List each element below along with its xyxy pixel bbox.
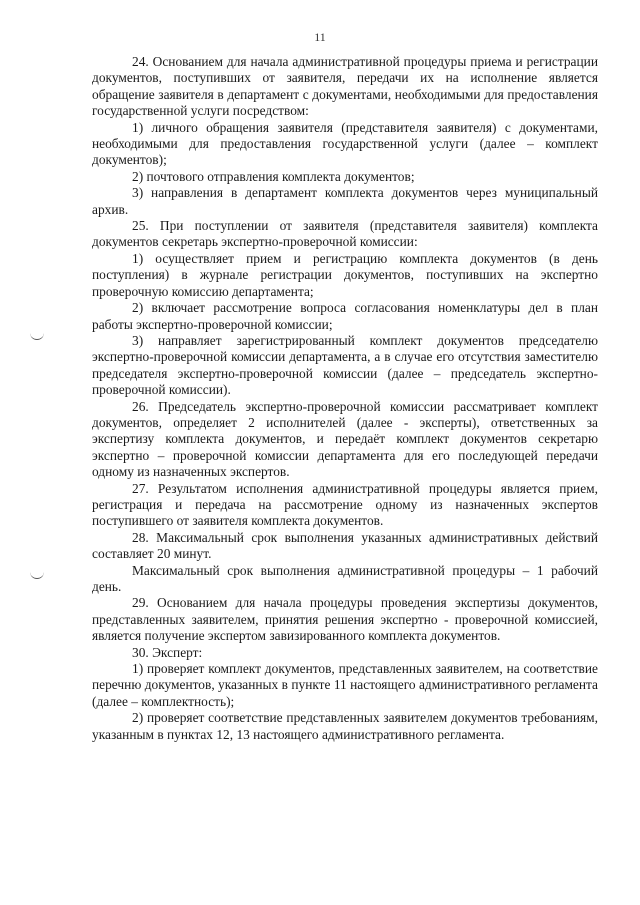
- paragraph-25-item-1: 1) осуществляет прием и регистрацию комплекта документов (в день поступления) в журнале регистрации документов, поступивших на экспертно проверочную комиссию департамента;: [92, 250, 598, 299]
- paragraph-30: 30. Эксперт:: [132, 644, 203, 660]
- paragraph-25-item-3: 3) направляет зарегистрированный комплект документов председателю экспертно-проверочной комиссии департамента, а в случае его отсутствия заместителю председателя экспертно-проверочной комиссии (далее – председатель экспертно-проверочной комиссии).: [92, 332, 598, 398]
- document-body: [92, 54, 598, 743]
- paragraph-25: 25. При поступлении от заявителя (представителя заявителя) комплекта документов секретарь экспертно-проверочной комиссии:: [92, 218, 598, 250]
- paragraph-24-item-2: 2) почтового отправления комплекта документов;: [132, 168, 415, 184]
- paragraph-24: 24. Основанием для начала административной процедуры приема и регистрации документов, поступивших от заявителя, передачи их на исполнение является обращение заявителя в департамент с документами, необходимыми для предоставления государственной услуги посредством:: [92, 54, 598, 119]
- paragraph-27: 27. Результатом исполнения административной процедуры является прием, регистрация и передача на рассмотрение одному из назначенных экспертов поступившего от заявителя комплекта документов.: [92, 480, 598, 529]
- paragraph-28: 28. Максимальный срок выполнения указанных административных действий составляет 20 минут.: [92, 529, 598, 562]
- paragraph-25-item-2: 2) включает рассмотрение вопроса согласования номенклатуры дел в план работы экспертно-проверочной комиссии;: [92, 300, 598, 332]
- page-number: 11: [314, 30, 326, 44]
- paragraph-30-item-2: 2) проверяет соответствие представленных заявителем документов требованиям, указанным в пунктах 12, 13 настоящего административного регламента.: [92, 710, 598, 742]
- paragraph-24-item-1: 1) личного обращения заявителя (представителя заявителя) с документами, необходимыми для предоставления государственной услуги (далее – комплект документов);: [92, 119, 598, 168]
- paragraph-26: 26. Председатель экспертно-проверочной комиссии рассматривает комплект документов, определяет 2 исполнителей (далее - эксперты), ответственных за экспертизу комплекта документов, и передаёт комплект документов секретарю экспертно – проверочной комиссии департамента для его последующей передачи одному из назначенных экспертов.: [92, 398, 598, 480]
- paragraph-30-item-1: 1) проверяет комплект документов, представленных заявителем, на соответствие перечню документов, указанных в пункте 11 настоящего административного регламента (далее – комплектность);: [92, 661, 598, 709]
- binding-mark-upper: [30, 333, 44, 340]
- paragraph-24-item-3: 3) направления в департамент комплекта документов через муниципальный архив.: [92, 185, 598, 217]
- binding-mark-lower: [30, 572, 44, 579]
- paragraph-28-continued: Максимальный срок выполнения административной процедуры – 1 рабочий день.: [92, 562, 598, 594]
- paragraph-29: 29. Основанием для начала процедуры проведения экспертизы документов, представленных заявителем, принятия решения экспертно - проверочной комиссией, является получение экспертом завизированного комплекта документов.: [92, 595, 598, 644]
